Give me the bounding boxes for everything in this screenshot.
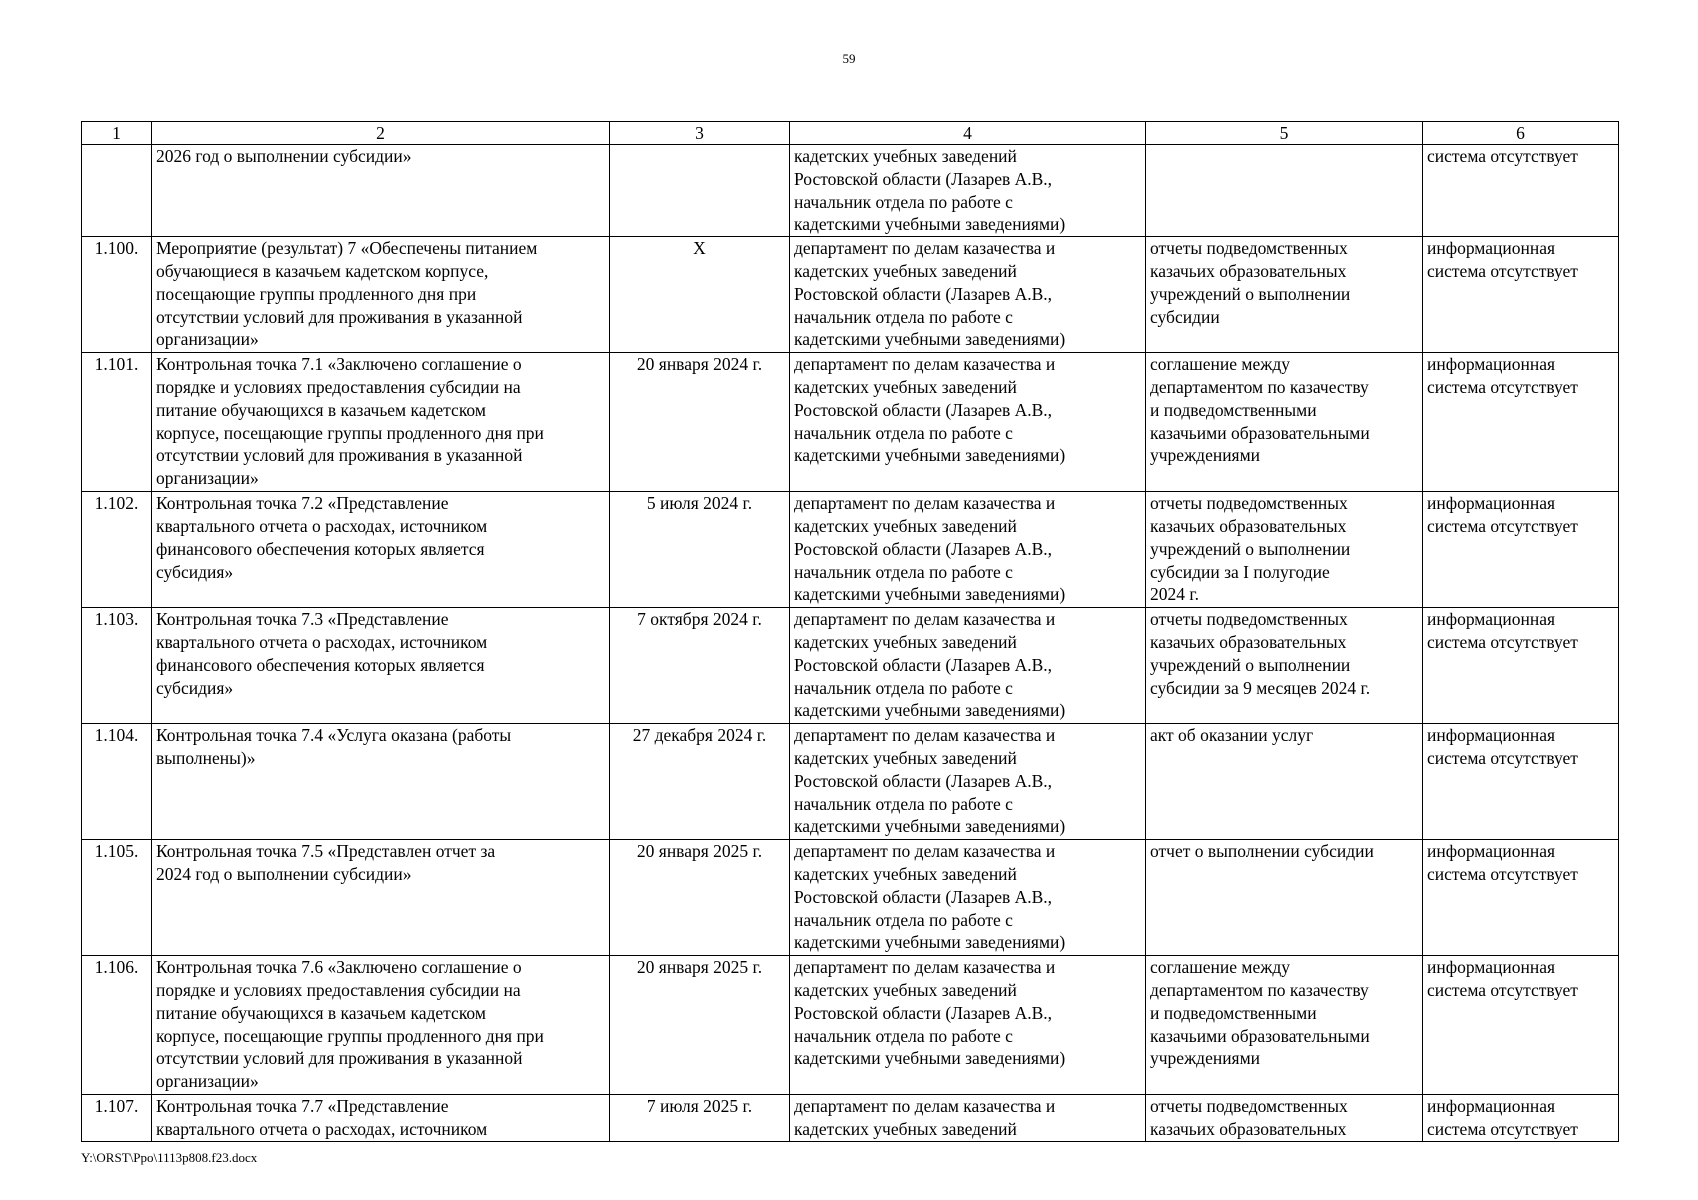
- responsible-cell: [790, 237, 1146, 353]
- row-number-text: 1.102.: [94, 493, 139, 514]
- info-system: информационная система отсутствует: [1427, 725, 1578, 768]
- row-number: [82, 145, 152, 237]
- responsible-cell: [790, 1095, 1146, 1142]
- document-cell: [1146, 956, 1423, 1095]
- document-type: отчеты подведомственных казачьих образовательных учреждений о выполнении субсидии за I полугодие 2024 г.: [1150, 493, 1351, 605]
- info-system-cell: [1423, 353, 1619, 492]
- event-name: Контрольная точка 7.2 «Представление квартального отчета о расходах, источником финансового обеспечения которых является субсидия»: [156, 493, 488, 582]
- deadline-cell: [610, 353, 790, 492]
- responsible: департамент по делам казачества и кадетских учебных заведений Ростовской области (Лазарев А.В., начальник отдела по работе с кадетскими учебными заведениями): [794, 841, 1066, 953]
- event-name-cell: [152, 840, 610, 956]
- event-name: Контрольная точка 7.5 «Представлен отчет за 2024 год о выполнении субсидии»: [156, 841, 496, 884]
- info-system-cell: [1423, 608, 1619, 724]
- responsible: департамент по делам казачества и кадетских учебных заведений Ростовской области (Лазарев А.В., начальник отдела по работе с кадетскими учебными заведениями): [794, 238, 1066, 350]
- deadline: 20 января 2024 г.: [636, 354, 763, 375]
- deadline-cell: [610, 840, 790, 956]
- info-system: информационная система отсутствует: [1427, 354, 1578, 397]
- info-system-cell: [1423, 145, 1619, 237]
- footer-file-path: Y:\ORST\Ppo\1113p808.f23.docx: [81, 1150, 258, 1165]
- responsible: департамент по делам казачества и кадетских учебных заведений Ростовской области (Лазарев А.В., начальник отдела по работе с кадетскими учебными заведениями): [794, 725, 1066, 837]
- table-row: [82, 145, 1619, 237]
- column-header: 1: [82, 122, 152, 145]
- document-type: отчеты подведомственных казачьих образовательных учреждений о выполнении субсидии: [1150, 238, 1351, 327]
- table-row: [82, 353, 1619, 492]
- row-number: [82, 724, 152, 840]
- table-row: [82, 1095, 1619, 1142]
- row-number: [82, 492, 152, 608]
- document-type: отчет о выполнении субсидии: [1150, 841, 1374, 862]
- event-name: Контрольная точка 7.4 «Услуга оказана (работы выполнены)»: [156, 725, 512, 768]
- deadline: 5 июля 2024 г.: [646, 493, 753, 514]
- row-number: [82, 608, 152, 724]
- event-name-cell: [152, 237, 610, 353]
- info-system: информационная система отсутствует: [1427, 841, 1578, 884]
- document-cell: [1146, 492, 1423, 608]
- deadline: 7 октября 2024 г.: [637, 609, 762, 630]
- deadline-cell: [610, 1095, 790, 1142]
- responsible-cell: [790, 492, 1146, 608]
- row-number-text: 1.106.: [94, 957, 139, 978]
- event-name: 2026 год о выполнении субсидии»: [156, 146, 412, 166]
- info-system: информационная система отсутствует: [1427, 493, 1578, 536]
- responsible-cell: [790, 840, 1146, 956]
- responsible-cell: [790, 608, 1146, 724]
- info-system: система отсутствует: [1427, 146, 1578, 166]
- event-name-cell: [152, 956, 610, 1095]
- event-name-cell: [152, 724, 610, 840]
- event-name-cell: [152, 608, 610, 724]
- table-header-row: [82, 122, 1619, 145]
- responsible: департамент по делам казачества и кадетских учебных заведений Ростовской области (Лазарев А.В., начальник отдела по работе с кадетскими учебными заведениями): [794, 493, 1066, 605]
- table-row: [82, 840, 1619, 956]
- event-name: Контрольная точка 7.6 «Заключено соглашение о порядке и условиях предоставления субсидии на питание обучающихся в казачьем кадетском корпусе, посещающие группы продленного дня при отсутствии условий для проживания в указанной организации»: [156, 957, 544, 1092]
- column-header: 5: [1146, 122, 1423, 145]
- deadline-cell: [610, 145, 790, 237]
- info-system: информационная система отсутствует: [1427, 609, 1578, 652]
- column-header: 4: [790, 122, 1146, 145]
- document-cell: [1146, 353, 1423, 492]
- event-name: Мероприятие (результат) 7 «Обеспечены питанием обучающиеся в казачьем кадетском корпусе, посещающие группы продленного дня при отсутствии условий для проживания в указанной организации»: [156, 238, 538, 350]
- deadline-cell: [610, 724, 790, 840]
- column-header: 3: [610, 122, 790, 145]
- deadline-cell: [610, 956, 790, 1095]
- document-cell: [1146, 724, 1423, 840]
- info-system-cell: [1423, 724, 1619, 840]
- plan-table: [81, 121, 1619, 1142]
- info-system-cell: [1423, 840, 1619, 956]
- document-type: соглашение между департаментом по казачеству и подведомственными казачьими образовательными учреждениями: [1150, 354, 1370, 466]
- document-type: акт об оказании услуг: [1150, 725, 1314, 746]
- document-type: отчеты подведомственных казачьих образовательных: [1150, 1096, 1348, 1139]
- responsible-cell: [790, 956, 1146, 1095]
- column-header: 6: [1423, 122, 1619, 145]
- info-system-cell: [1423, 492, 1619, 608]
- document-type: отчеты подведомственных казачьих образовательных учреждений о выполнении субсидии за 9 месяцев 2024 г.: [1150, 609, 1371, 698]
- deadline: 27 декабря 2024 г.: [632, 725, 767, 746]
- info-system-cell: [1423, 956, 1619, 1095]
- deadline: 20 января 2025 г.: [636, 841, 763, 862]
- event-name: Контрольная точка 7.3 «Представление квартального отчета о расходах, источником финансового обеспечения которых является субсидия»: [156, 609, 488, 698]
- deadline: 20 января 2025 г.: [636, 957, 763, 978]
- row-number-text: 1.107.: [94, 1096, 139, 1117]
- page-number: 59: [842, 51, 856, 66]
- row-number: [82, 956, 152, 1095]
- table-row: [82, 237, 1619, 353]
- info-system-cell: [1423, 1095, 1619, 1142]
- responsible: департамент по делам казачества и кадетских учебных заведений Ростовской области (Лазарев А.В., начальник отдела по работе с кадетскими учебными заведениями): [794, 957, 1066, 1069]
- info-system: информационная система отсутствует: [1427, 957, 1578, 1000]
- responsible-cell: [790, 145, 1146, 237]
- document-cell: [1146, 145, 1423, 237]
- info-system: информационная система отсутствует: [1427, 1096, 1578, 1139]
- table-row: [82, 956, 1619, 1095]
- responsible: департамент по делам казачества и кадетских учебных заведений Ростовской области (Лазарев А.В., начальник отдела по работе с кадетскими учебными заведениями): [794, 354, 1066, 466]
- row-number-text: 1.101.: [94, 354, 139, 375]
- table-row: [82, 724, 1619, 840]
- event-name-cell: [152, 492, 610, 608]
- event-name-cell: [152, 353, 610, 492]
- row-number: [82, 1095, 152, 1142]
- responsible: департамент по делам казачества и кадетских учебных заведений Ростовской области (Лазарев А.В., начальник отдела по работе с кадетскими учебными заведениями): [794, 609, 1066, 721]
- document-cell: [1146, 237, 1423, 353]
- document-cell: [1146, 1095, 1423, 1142]
- table-row: [82, 608, 1619, 724]
- row-number-text: 1.105.: [94, 841, 139, 862]
- responsible-cell: [790, 724, 1146, 840]
- deadline: X: [693, 238, 706, 259]
- row-number-text: 1.104.: [94, 725, 139, 746]
- document-cell: [1146, 840, 1423, 956]
- row-number-text: 1.100.: [94, 238, 139, 259]
- responsible: департамент по делам казачества и кадетских учебных заведений: [794, 1096, 1056, 1139]
- document-type: соглашение между департаментом по казачеству и подведомственными казачьими образовательными учреждениями: [1150, 957, 1370, 1069]
- row-number: [82, 840, 152, 956]
- deadline: 7 июля 2025 г.: [646, 1096, 753, 1117]
- deadline-cell: [610, 237, 790, 353]
- responsible-cell: [790, 353, 1146, 492]
- event-name: Контрольная точка 7.7 «Представление квартального отчета о расходах, источником: [156, 1096, 488, 1139]
- deadline-cell: [610, 608, 790, 724]
- row-number: [82, 353, 152, 492]
- info-system: информационная система отсутствует: [1427, 238, 1578, 281]
- table-row: [82, 492, 1619, 608]
- event-name: Контрольная точка 7.1 «Заключено соглашение о порядке и условиях предоставления субсидии на питание обучающихся в казачьем кадетском корпусе, посещающие группы продленного дня при отсутствии условий для проживания в указанной организации»: [156, 354, 544, 489]
- row-number-text: 1.103.: [94, 609, 139, 630]
- event-name-cell: [152, 145, 610, 237]
- event-name-cell: [152, 1095, 610, 1142]
- responsible: кадетских учебных заведений Ростовской области (Лазарев А.В., начальник отдела по работе с кадетскими учебными заведениями): [794, 146, 1066, 235]
- deadline-cell: [610, 492, 790, 608]
- row-number: [82, 237, 152, 353]
- column-header: 2: [152, 122, 610, 145]
- document-cell: [1146, 608, 1423, 724]
- info-system-cell: [1423, 237, 1619, 353]
